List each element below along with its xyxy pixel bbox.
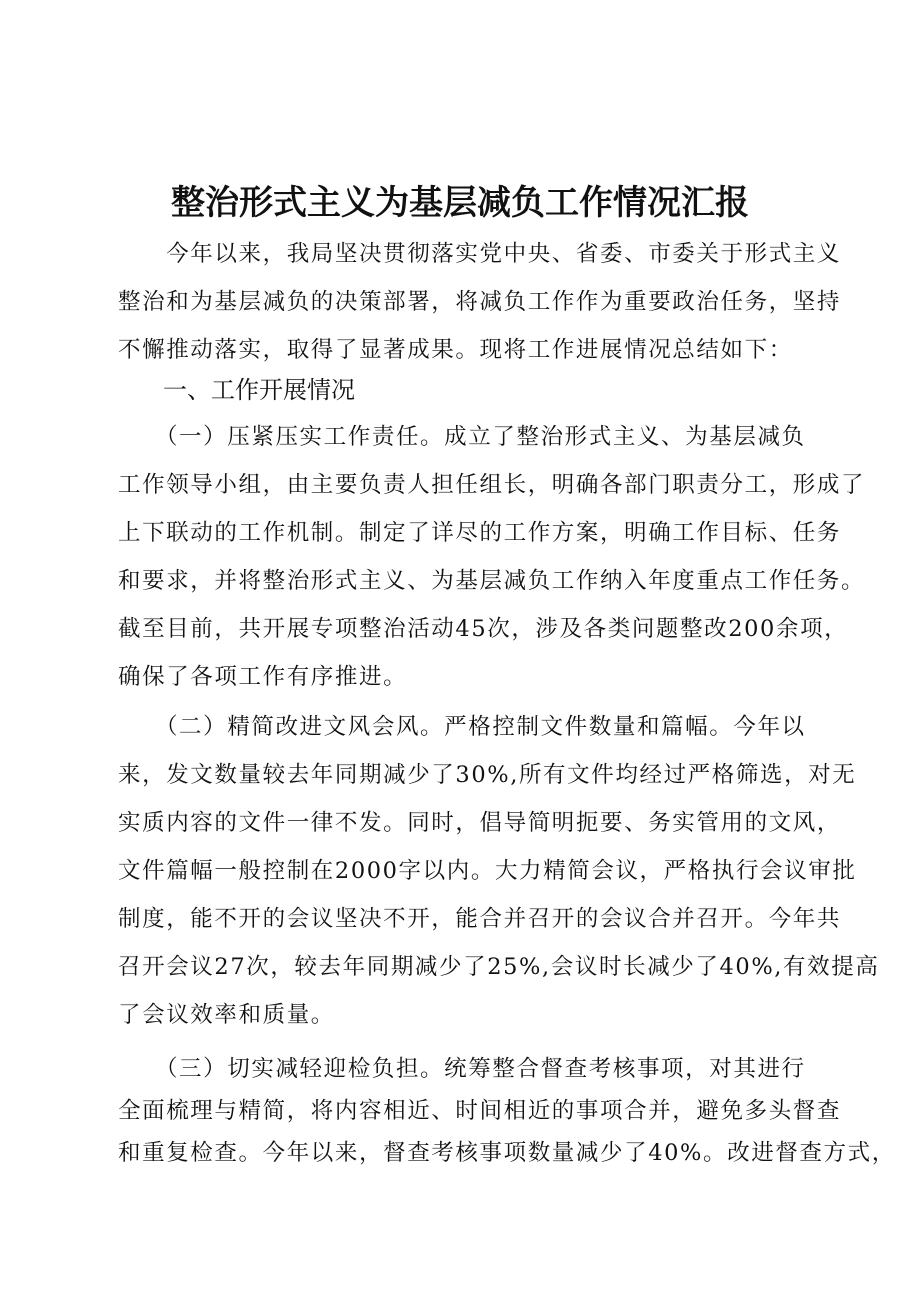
paragraph-line: （三）切实减轻迎检负担。统筹整合督查考核事项，对其进行 — [118, 1056, 806, 1082]
intro-paragraph — [118, 230, 842, 374]
paragraph-line: 确保了各项工作有序推进。 — [118, 664, 408, 690]
paragraph-line: 召开会议27次，较去年同期减少了25%,会议时长减少了40%,有效提高 — [118, 954, 880, 980]
paragraph-line: 了会议效率和质量。 — [118, 1002, 335, 1028]
paragraph-line: 和重复检查。今年以来，督查考核事项数量减少了40%。改进督查方式， — [118, 1140, 896, 1166]
intro-line: 整治和为基层减负的决策部署，将减负工作作为重要政治任务，坚持 — [118, 289, 842, 315]
paragraph-line: 和要求，并将整治形式主义、为基层减负工作纳入年度重点工作任务。 — [118, 568, 866, 594]
paragraph-line: 来，发文数量较去年同期减少了30%,所有文件均经过严格筛选，对无 — [118, 762, 857, 788]
paragraph-line: 实质内容的文件一律不发。同时，倡导简明扼要、务实管用的文风， — [118, 810, 842, 836]
paragraph-line: 全面梳理与精简，将内容相近、时间相近的事项合并，避免多头督查 — [118, 1098, 842, 1124]
paragraph-line: （一）压紧压实工作责任。成立了整治形式主义、为基层减负 — [118, 424, 806, 450]
paragraph-line: 上下联动的工作机制。制定了详尽的工作方案，明确工作目标、任务 — [118, 520, 842, 546]
document-title: 整治形式主义为基层减负工作情况汇报 — [171, 183, 749, 223]
paragraph-line: 制度，能不开的会议坚决不开，能合并召开的会议合并召开。今年共 — [118, 906, 842, 932]
paragraph-line: 工作领导小组，由主要负责人担任组长，明确各部门职责分工，形成了 — [118, 472, 866, 498]
paragraph-line: （二）精简改进文风会风。严格控制文件数量和篇幅。今年以 — [118, 714, 806, 740]
intro-line: 不懈推动落实，取得了显著成果。现将工作进展情况总结如下： — [118, 337, 793, 363]
intro-line: 今年以来，我局坚决贯彻落实党中央、省委、市委关于形式主义 — [118, 241, 842, 267]
subsection-1-paragraph — [118, 413, 866, 701]
subsection-2-paragraph — [118, 703, 880, 1039]
paragraph-line: 截至目前，共开展专项整治活动45次，涉及各类问题整改200余项， — [118, 616, 849, 642]
subsection-3-paragraph — [118, 1048, 896, 1174]
paragraph-line: 文件篇幅一般控制在2000字以内。大力精简会议，严格执行会议审批 — [118, 858, 857, 884]
section-heading: 一、工作开展情况 — [163, 376, 355, 404]
